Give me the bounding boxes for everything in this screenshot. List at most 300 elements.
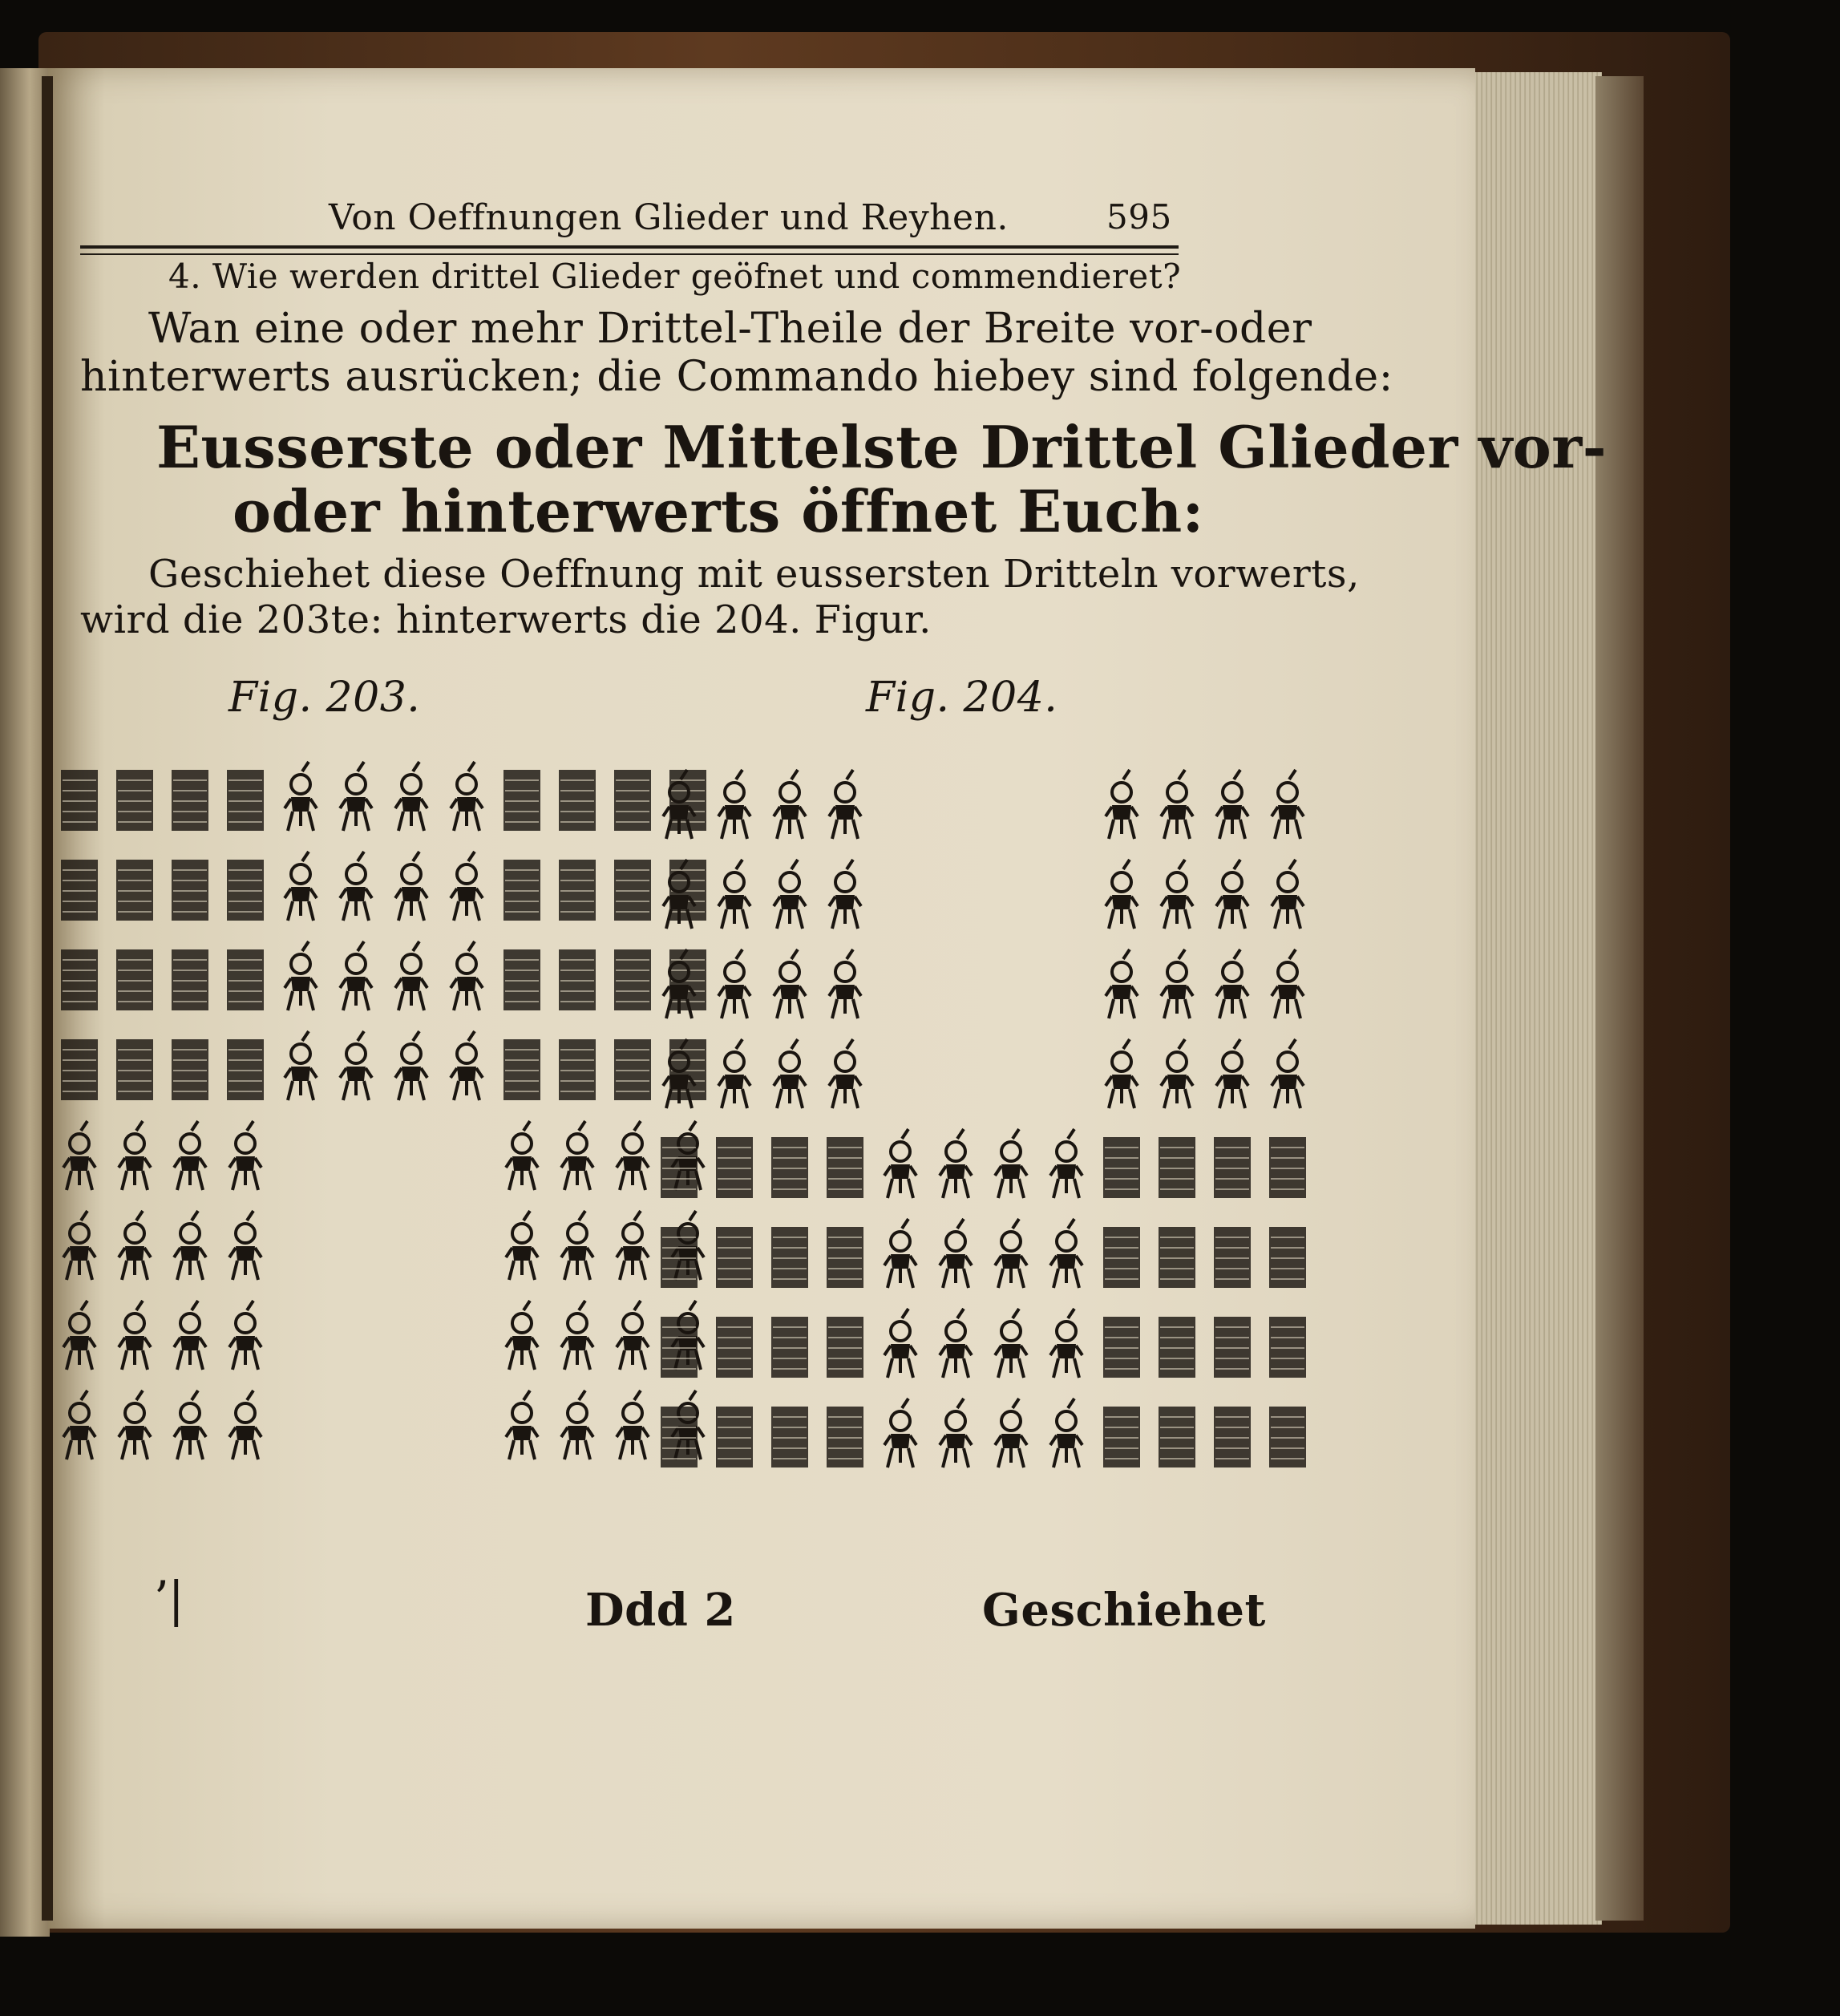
soldier-figure	[940, 1309, 972, 1378]
soldier-stroke	[524, 1211, 530, 1221]
soldier-figure	[1050, 1219, 1082, 1288]
soldier-stroke	[1234, 1039, 1240, 1049]
soldier-stroke	[125, 1314, 144, 1333]
soldier-stroke	[247, 1211, 253, 1221]
soldier-stroke	[564, 1440, 590, 1459]
soldier-stroke	[666, 909, 692, 929]
soldier-stroke	[302, 941, 309, 951]
soldier-stroke	[1179, 949, 1185, 959]
soldier-stroke	[288, 991, 313, 1010]
soldier-figure	[1272, 1039, 1304, 1108]
soldier-stroke	[346, 1067, 366, 1081]
soldier-stroke	[512, 1336, 532, 1350]
soldier-stroke	[358, 762, 364, 771]
soldier-stroke	[791, 770, 798, 779]
soldier-stroke	[791, 860, 798, 869]
soldier-stroke	[998, 1179, 1024, 1198]
soldier-stroke	[509, 1171, 535, 1190]
soldier-stroke	[725, 985, 744, 999]
soldier-stroke	[946, 1164, 965, 1179]
soldier-figure	[63, 1391, 95, 1459]
soldier-stroke	[634, 1211, 641, 1221]
soldier-figure	[940, 1399, 972, 1467]
soldier-stroke	[946, 1232, 965, 1251]
soldier-stroke	[579, 1391, 585, 1400]
soldier-stroke	[247, 1391, 253, 1400]
soldier-figure	[617, 1301, 649, 1370]
soldier-stroke	[346, 864, 366, 884]
soldier-figure	[1272, 770, 1304, 839]
soldier-figure	[718, 949, 750, 1018]
soldier-stroke	[1167, 962, 1187, 982]
running-head: Von Oeffnungen Glieder und Reyhen.	[329, 197, 1009, 238]
soldier-stroke	[402, 864, 421, 884]
soldier-stroke	[623, 1426, 642, 1440]
soldier-stroke	[236, 1336, 255, 1350]
soldier-stroke	[81, 1211, 87, 1221]
soldier-stroke	[568, 1314, 587, 1333]
soldier-figure	[940, 1219, 972, 1288]
soldier-stroke	[236, 1403, 255, 1423]
soldier-stroke	[891, 1254, 910, 1269]
soldier-stroke	[568, 1403, 587, 1423]
paragraph-line: Wan eine oder mehr Drittel-Theile der Breite vor-oder	[148, 305, 1312, 353]
soldier-stroke	[346, 977, 366, 991]
soldier-stroke	[291, 1044, 310, 1063]
soldier-stroke	[1013, 1219, 1019, 1229]
soldier-stroke	[620, 1171, 645, 1190]
soldier-figure	[229, 1301, 261, 1370]
soldier-figure	[1216, 949, 1248, 1018]
soldier-stroke	[623, 1246, 642, 1261]
soldier-stroke	[780, 962, 799, 982]
soldier-stroke	[888, 1358, 913, 1378]
soldier-stroke	[291, 977, 310, 991]
soldier-figure	[451, 941, 483, 1010]
soldier-stroke	[835, 1052, 855, 1071]
soldier-stroke	[291, 864, 310, 884]
soldier-stroke	[1223, 1052, 1242, 1071]
margin-mark: ʼ|	[152, 1572, 185, 1628]
soldier-stroke	[1289, 770, 1296, 779]
soldier-stroke	[125, 1156, 144, 1171]
soldier-stroke	[946, 1142, 965, 1161]
soldier-stroke	[736, 770, 742, 779]
soldier-stroke	[1123, 949, 1130, 959]
soldier-figure	[451, 852, 483, 921]
soldier-stroke	[891, 1434, 910, 1448]
soldier-stroke	[1234, 949, 1240, 959]
soldier-figure	[995, 1399, 1027, 1467]
soldier-stroke	[1109, 1089, 1134, 1108]
soldier-stroke	[998, 1358, 1024, 1378]
soldier-figure	[340, 1031, 372, 1100]
soldier-figure	[718, 770, 750, 839]
soldier-stroke	[1068, 1399, 1074, 1408]
soldier-stroke	[454, 991, 479, 1010]
soldier-figure	[1161, 770, 1193, 839]
soldier-stroke	[192, 1391, 198, 1400]
soldier-figure	[884, 1399, 916, 1467]
figure-caption: Fig. 204.	[866, 674, 1058, 722]
soldier-stroke	[1223, 1075, 1242, 1089]
soldier-figure	[229, 1121, 261, 1190]
soldier-stroke	[1278, 805, 1297, 820]
soldier-stroke	[125, 1134, 144, 1153]
soldier-stroke	[413, 762, 419, 771]
soldier-stroke	[998, 1269, 1024, 1288]
soldier-stroke	[1057, 1344, 1076, 1358]
soldier-stroke	[343, 812, 369, 831]
soldier-stroke	[398, 991, 424, 1010]
soldier-stroke	[457, 887, 476, 901]
soldier-stroke	[835, 805, 855, 820]
soldier-stroke	[70, 1134, 89, 1153]
soldier-stroke	[1013, 1399, 1019, 1408]
soldier-figure	[884, 1219, 916, 1288]
soldier-stroke	[1278, 895, 1297, 909]
soldier-stroke	[512, 1156, 532, 1171]
soldier-stroke	[1057, 1411, 1076, 1431]
soldier-stroke	[1234, 770, 1240, 779]
soldier-figure	[285, 852, 317, 921]
soldier-stroke	[509, 1440, 535, 1459]
soldier-stroke	[1112, 1052, 1131, 1071]
soldier-stroke	[946, 1344, 965, 1358]
soldier-stroke	[457, 954, 476, 974]
soldier-stroke	[125, 1426, 144, 1440]
soldier-stroke	[457, 797, 476, 812]
soldier-stroke	[180, 1224, 200, 1243]
soldier-stroke	[1275, 1089, 1300, 1108]
soldier-figure	[174, 1211, 206, 1280]
soldier-figure	[174, 1301, 206, 1370]
soldier-figure	[174, 1391, 206, 1459]
soldier-figure	[229, 1391, 261, 1459]
soldier-figure	[451, 1031, 483, 1100]
soldier-stroke	[180, 1426, 200, 1440]
soldier-stroke	[736, 1039, 742, 1049]
soldier-stroke	[70, 1336, 89, 1350]
soldier-stroke	[358, 941, 364, 951]
soldier-stroke	[302, 1031, 309, 1041]
soldier-stroke	[1289, 860, 1296, 869]
soldier-stroke	[847, 860, 853, 869]
soldier-stroke	[957, 1309, 964, 1318]
soldier-stroke	[634, 1121, 641, 1131]
soldier-stroke	[125, 1224, 144, 1243]
soldier-stroke	[1275, 999, 1300, 1018]
soldier-figure	[995, 1309, 1027, 1378]
soldier-stroke	[722, 909, 747, 929]
soldier-stroke	[1109, 909, 1134, 929]
soldier-stroke	[943, 1358, 969, 1378]
soldier-stroke	[1068, 1129, 1074, 1139]
soldier-stroke	[1179, 770, 1185, 779]
soldier-figure	[395, 941, 427, 1010]
soldier-stroke	[233, 1350, 258, 1370]
soldier-stroke	[247, 1301, 253, 1310]
soldier-stroke	[288, 812, 313, 831]
soldier-stroke	[722, 1089, 747, 1108]
soldier-stroke	[346, 797, 366, 812]
soldier-stroke	[1167, 1052, 1187, 1071]
soldier-stroke	[177, 1261, 203, 1280]
soldier-stroke	[136, 1391, 143, 1400]
soldier-stroke	[291, 1067, 310, 1081]
soldier-stroke	[177, 1171, 203, 1190]
soldier-stroke	[398, 812, 424, 831]
soldier-figure	[119, 1121, 151, 1190]
soldier-stroke	[902, 1309, 908, 1318]
soldier-stroke	[136, 1211, 143, 1221]
soldier-figure	[718, 1039, 750, 1108]
soldier-stroke	[454, 812, 479, 831]
soldier-stroke	[725, 1075, 744, 1089]
soldier-stroke	[1001, 1254, 1021, 1269]
soldier-stroke	[689, 1211, 696, 1221]
soldier-figure	[940, 1129, 972, 1198]
soldier-stroke	[402, 954, 421, 974]
soldier-stroke	[568, 1224, 587, 1243]
soldier-stroke	[957, 1129, 964, 1139]
soldier-stroke	[1053, 1269, 1079, 1288]
soldier-figure	[1272, 949, 1304, 1018]
soldier-figure	[119, 1391, 151, 1459]
soldier-stroke	[777, 820, 803, 839]
soldier-stroke	[888, 1179, 913, 1198]
soldier-figure	[829, 860, 861, 929]
soldier-stroke	[943, 1179, 969, 1198]
soldier-figure	[340, 941, 372, 1010]
soldier-stroke	[568, 1134, 587, 1153]
soldier-stroke	[943, 1448, 969, 1467]
soldier-stroke	[67, 1261, 92, 1280]
soldier-stroke	[1001, 1142, 1021, 1161]
soldier-stroke	[1068, 1219, 1074, 1229]
soldier-stroke	[1112, 872, 1131, 892]
soldier-stroke	[81, 1121, 87, 1131]
soldier-stroke	[891, 1164, 910, 1179]
soldier-figure	[1216, 770, 1248, 839]
soldier-figure	[1216, 860, 1248, 929]
soldier-stroke	[780, 1052, 799, 1071]
soldier-stroke	[233, 1261, 258, 1280]
soldier-stroke	[1219, 999, 1245, 1018]
soldier-figure	[617, 1391, 649, 1459]
soldier-stroke	[568, 1426, 587, 1440]
soldier-stroke	[67, 1350, 92, 1370]
soldier-stroke	[468, 762, 475, 771]
soldier-stroke	[998, 1448, 1024, 1467]
soldier-stroke	[620, 1440, 645, 1459]
soldier-figure	[1050, 1129, 1082, 1198]
soldier-stroke	[512, 1403, 532, 1423]
soldier-figure	[395, 762, 427, 831]
command-heading: oder hinterwerts öffnet Euch:	[233, 477, 1204, 545]
soldier-stroke	[780, 895, 799, 909]
soldier-stroke	[835, 872, 855, 892]
soldier-figure	[395, 852, 427, 921]
soldier-stroke	[1219, 1089, 1245, 1108]
soldier-stroke	[669, 805, 689, 820]
figure-caption: Fig. 203.	[228, 674, 421, 722]
soldier-stroke	[524, 1391, 530, 1400]
soldier-stroke	[666, 820, 692, 839]
soldier-stroke	[122, 1440, 148, 1459]
soldier-stroke	[725, 1052, 744, 1071]
soldier-stroke	[509, 1261, 535, 1280]
soldier-stroke	[81, 1301, 87, 1310]
soldier-stroke	[67, 1440, 92, 1459]
soldier-stroke	[669, 895, 689, 909]
soldier-figure	[119, 1211, 151, 1280]
question-line: 4. Wie werden drittel Glieder geöfnet und commendieret?	[168, 257, 1182, 296]
soldier-stroke	[288, 901, 313, 921]
paragraph-line: wird die 203te: hinterwerts die 204. Figur.	[80, 597, 932, 642]
soldier-stroke	[468, 1031, 475, 1041]
soldier-stroke	[81, 1391, 87, 1400]
soldier-stroke	[1167, 805, 1187, 820]
soldier-stroke	[1001, 1232, 1021, 1251]
soldier-stroke	[1278, 985, 1297, 999]
soldier-figure	[229, 1211, 261, 1280]
soldier-stroke	[579, 1301, 585, 1310]
soldier-figure	[1161, 1039, 1193, 1108]
soldier-stroke	[1167, 783, 1187, 802]
soldier-stroke	[192, 1301, 198, 1310]
soldier-stroke	[891, 1142, 910, 1161]
soldier-stroke	[122, 1350, 148, 1370]
soldier-stroke	[725, 783, 744, 802]
soldier-stroke	[402, 977, 421, 991]
soldier-figure	[617, 1211, 649, 1280]
soldier-stroke	[122, 1261, 148, 1280]
soldier-stroke	[398, 901, 424, 921]
soldier-stroke	[736, 860, 742, 869]
soldier-figure	[1216, 1039, 1248, 1108]
soldier-stroke	[302, 762, 309, 771]
soldier-stroke	[512, 1314, 532, 1333]
soldier-figure	[340, 762, 372, 831]
soldier-stroke	[1289, 1039, 1296, 1049]
soldier-stroke	[343, 901, 369, 921]
soldier-figure	[506, 1391, 538, 1459]
soldier-stroke	[1219, 909, 1245, 929]
soldier-stroke	[722, 999, 747, 1018]
soldier-stroke	[689, 1391, 696, 1400]
soldier-stroke	[1278, 872, 1297, 892]
soldier-stroke	[902, 1129, 908, 1139]
soldier-stroke	[1112, 783, 1131, 802]
soldier-stroke	[1179, 860, 1185, 869]
soldier-figure	[829, 949, 861, 1018]
soldier-stroke	[1223, 895, 1242, 909]
soldier-stroke	[736, 949, 742, 959]
soldier-stroke	[1053, 1448, 1079, 1467]
soldier-stroke	[791, 949, 798, 959]
soldier-stroke	[689, 1121, 696, 1131]
soldier-stroke	[1234, 860, 1240, 869]
soldier-stroke	[1164, 820, 1190, 839]
soldier-stroke	[1057, 1254, 1076, 1269]
soldier-stroke	[1278, 1052, 1297, 1071]
soldier-stroke	[623, 1336, 642, 1350]
soldier-stroke	[180, 1314, 200, 1333]
soldier-stroke	[346, 954, 366, 974]
soldier-stroke	[1289, 949, 1296, 959]
soldier-stroke	[236, 1246, 255, 1261]
soldier-stroke	[1223, 783, 1242, 802]
soldier-figure	[884, 1309, 916, 1378]
soldier-stroke	[512, 1246, 532, 1261]
soldier-stroke	[1123, 770, 1130, 779]
soldier-stroke	[346, 1044, 366, 1063]
soldier-stroke	[512, 1426, 532, 1440]
soldier-stroke	[1112, 895, 1131, 909]
catchword: Geschiehet	[982, 1584, 1266, 1637]
soldier-stroke	[288, 1081, 313, 1100]
soldier-stroke	[1053, 1358, 1079, 1378]
soldier-stroke	[192, 1211, 198, 1221]
soldier-stroke	[180, 1246, 200, 1261]
soldier-stroke	[1275, 909, 1300, 929]
soldier-figure	[451, 762, 483, 831]
soldier-stroke	[847, 1039, 853, 1049]
soldier-figure	[561, 1211, 593, 1280]
soldier-stroke	[564, 1261, 590, 1280]
soldier-stroke	[291, 797, 310, 812]
soldier-stroke	[457, 977, 476, 991]
soldier-stroke	[1164, 999, 1190, 1018]
soldier-stroke	[847, 949, 853, 959]
soldier-stroke	[180, 1156, 200, 1171]
soldier-figure	[63, 1301, 95, 1370]
soldier-stroke	[1112, 805, 1131, 820]
soldier-stroke	[579, 1121, 585, 1131]
soldier-stroke	[413, 941, 419, 951]
soldier-stroke	[402, 887, 421, 901]
soldier-stroke	[791, 1039, 798, 1049]
soldier-stroke	[620, 1350, 645, 1370]
soldier-figure	[1272, 860, 1304, 929]
soldier-stroke	[832, 909, 858, 929]
soldier-stroke	[457, 864, 476, 884]
soldier-stroke	[125, 1336, 144, 1350]
soldier-stroke	[1109, 999, 1134, 1018]
soldier-stroke	[136, 1301, 143, 1310]
command-heading: Eusserste oder Mittelste Drittel Glieder vor-	[156, 413, 1607, 481]
soldier-stroke	[236, 1314, 255, 1333]
soldier-stroke	[891, 1344, 910, 1358]
soldier-stroke	[180, 1336, 200, 1350]
soldier-stroke	[512, 1134, 532, 1153]
soldier-stroke	[725, 805, 744, 820]
soldier-stroke	[946, 1411, 965, 1431]
soldier-stroke	[402, 797, 421, 812]
soldier-stroke	[835, 895, 855, 909]
soldier-stroke	[413, 1031, 419, 1041]
soldier-stroke	[70, 1403, 89, 1423]
soldier-stroke	[1167, 872, 1187, 892]
soldier-figure	[617, 1121, 649, 1190]
soldier-stroke	[623, 1403, 642, 1423]
soldier-figure	[63, 1211, 95, 1280]
soldier-stroke	[1001, 1344, 1021, 1358]
soldier-stroke	[413, 852, 419, 861]
soldier-stroke	[777, 999, 803, 1018]
soldier-figure	[829, 770, 861, 839]
